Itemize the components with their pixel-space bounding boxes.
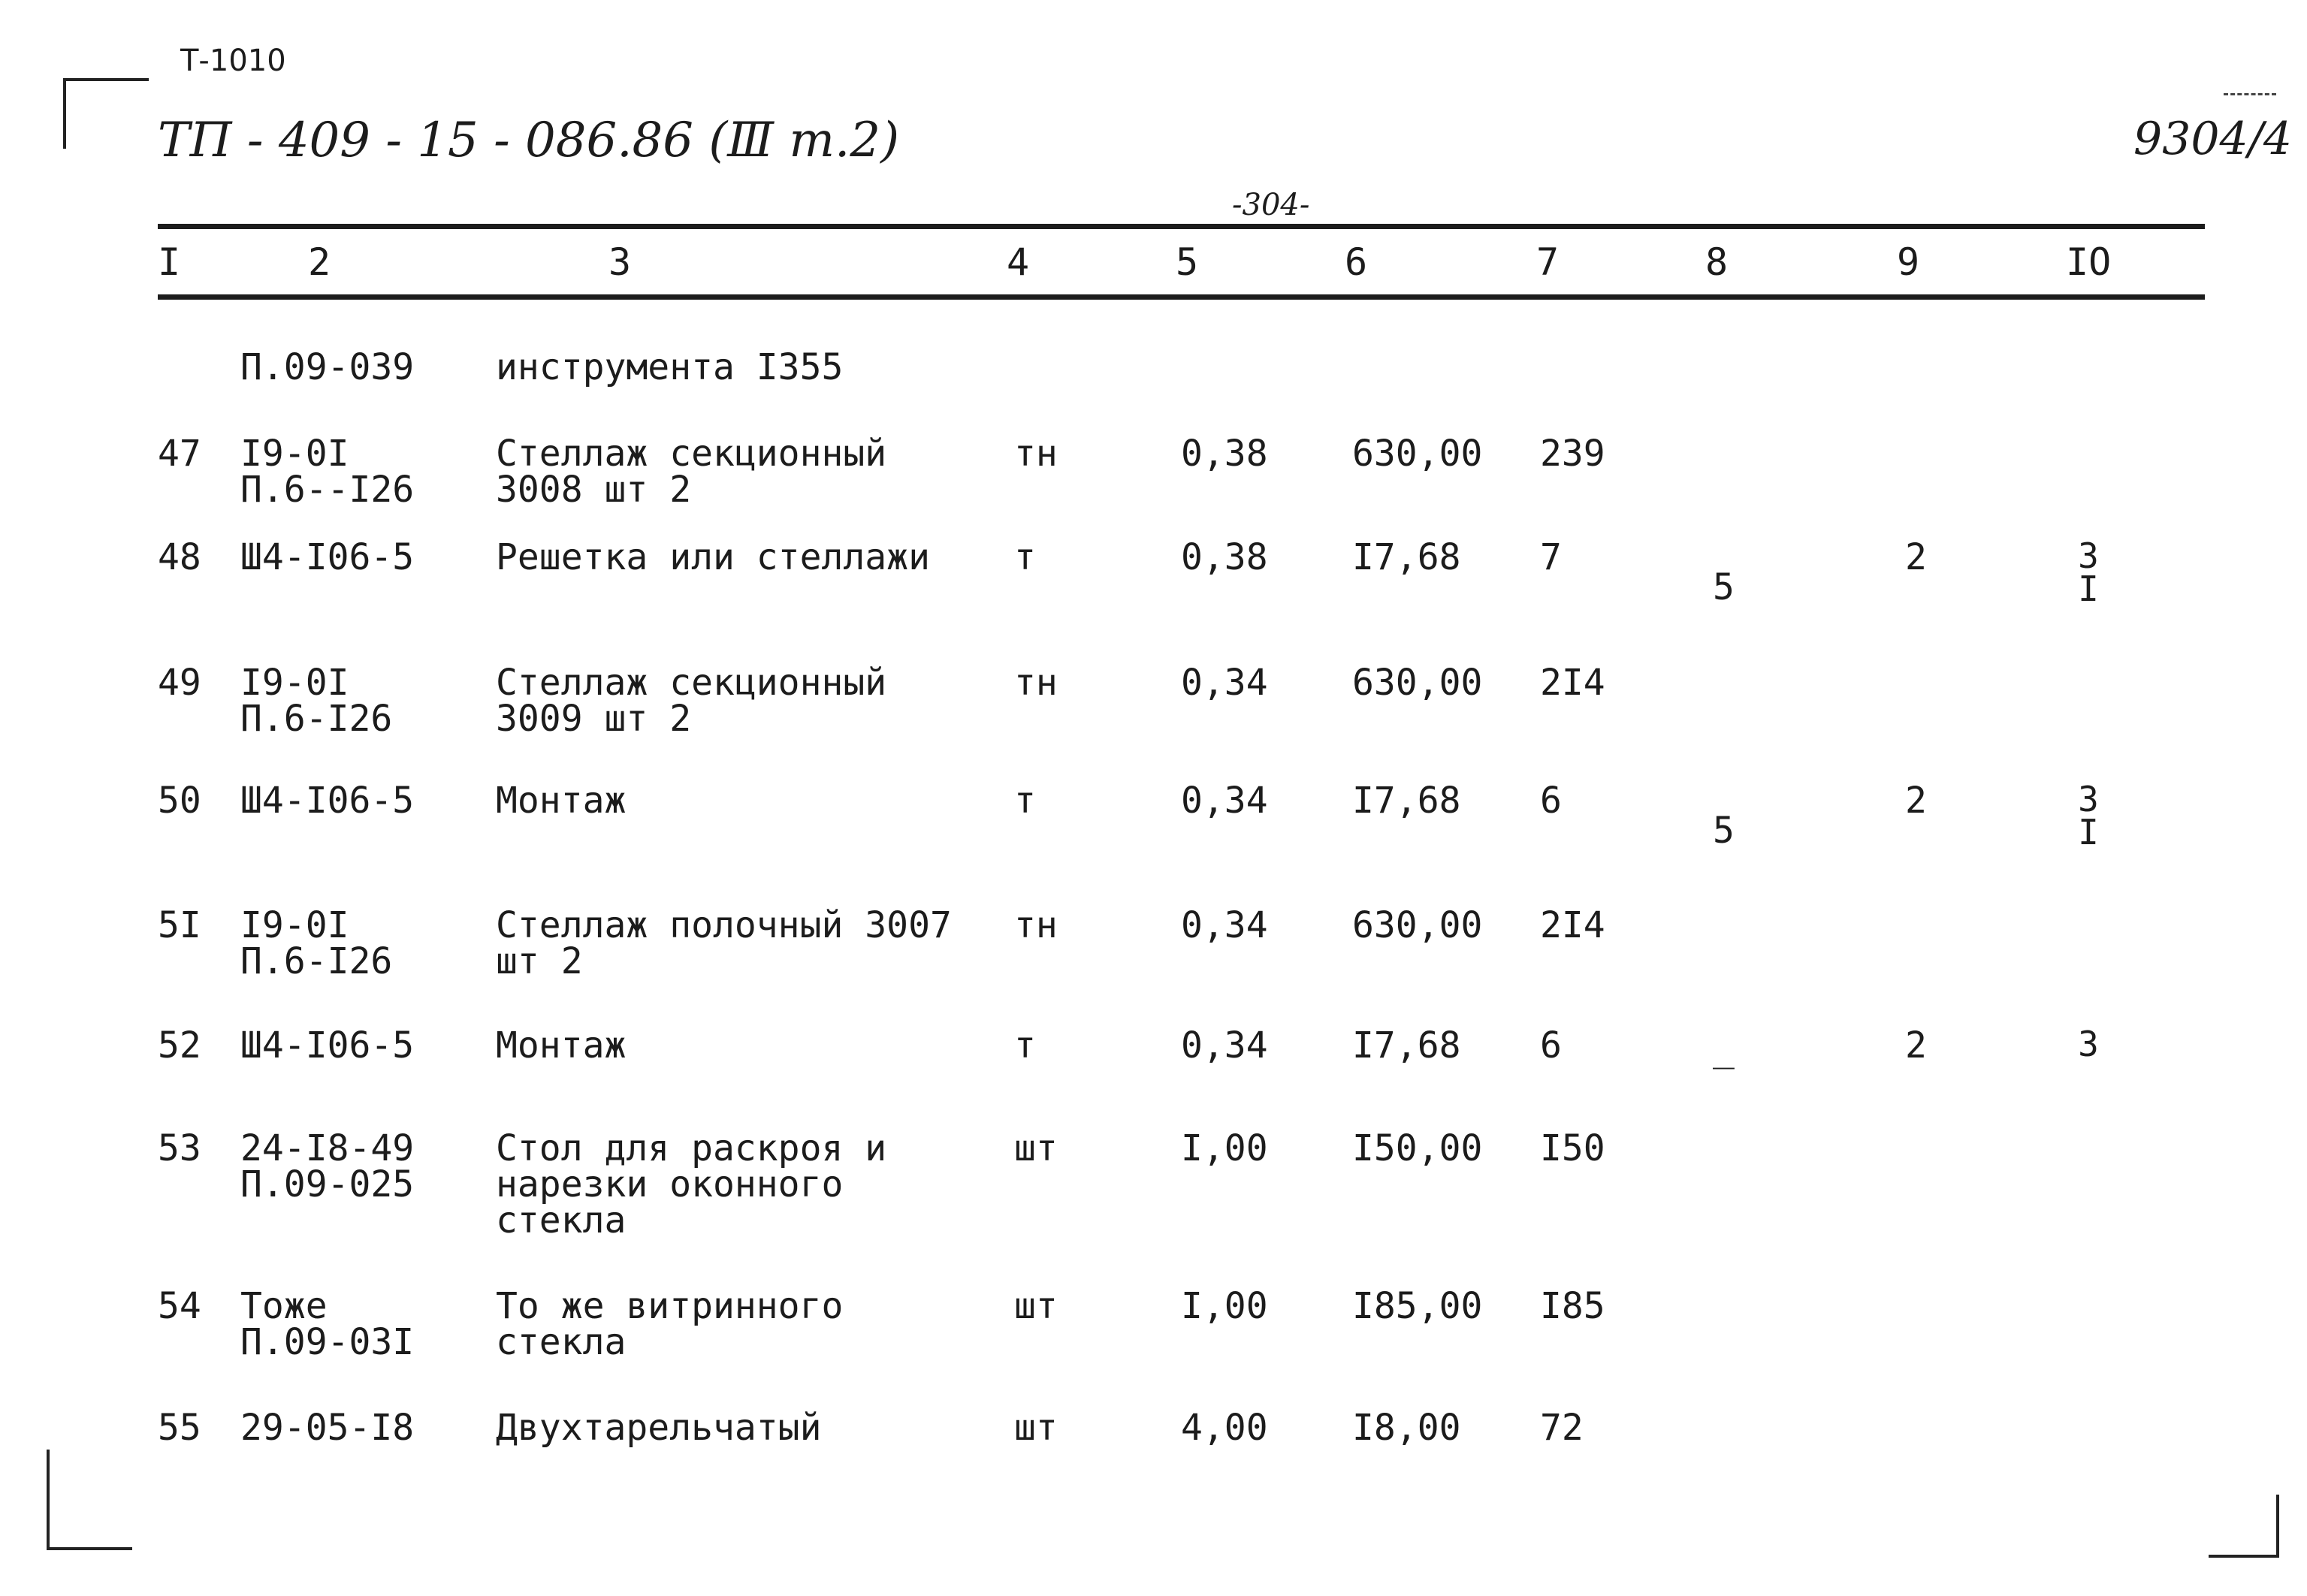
cell-col9: 2 xyxy=(1905,1024,1927,1067)
cell-unit: шт xyxy=(1014,1285,1058,1327)
cell-total: 2I4 xyxy=(1540,662,1605,704)
cell-unit: тн xyxy=(1014,662,1058,704)
cell-total: I85 xyxy=(1540,1285,1605,1327)
cell-qty: 0,34 xyxy=(1181,780,1268,822)
cell-code: Тоже П.09-03I xyxy=(240,1285,415,1363)
corner-mark-bottom-left xyxy=(47,1450,132,1550)
cell-total: 7 xyxy=(1540,536,1562,578)
corner-mark-bottom-right xyxy=(2209,1495,2279,1558)
sheet-number: 9304/4 xyxy=(2133,113,2293,165)
cell-col10: 3 I xyxy=(2078,536,2099,609)
cell-col10: 3 I xyxy=(2078,779,2099,852)
cell-price: 630,00 xyxy=(1352,662,1483,704)
cell-num: 47 xyxy=(158,433,201,475)
cell-unit: т xyxy=(1014,536,1036,578)
cell-col8: _ xyxy=(1713,1027,1735,1070)
cell-name: Монтаж xyxy=(496,780,627,822)
cell-code: П.09-039 xyxy=(240,346,415,388)
document-code: Т-1010 xyxy=(180,44,286,78)
column-header-8: 8 xyxy=(1705,240,1729,284)
cell-name: Стеллаж секционный 3008 шт 2 xyxy=(496,433,887,511)
cell-name: Стол для раскроя и нарезки оконного стекла xyxy=(496,1127,887,1242)
cell-num: 50 xyxy=(158,780,201,822)
cell-num: 48 xyxy=(158,536,201,578)
cell-num: 49 xyxy=(158,662,201,704)
cell-num: 54 xyxy=(158,1285,201,1327)
cell-price: I8,00 xyxy=(1352,1407,1461,1449)
column-header-5: 5 xyxy=(1176,240,1199,284)
cell-name: Двухтарельчатый xyxy=(496,1407,822,1449)
cell-unit: тн xyxy=(1014,904,1058,946)
column-header-4: 4 xyxy=(1007,240,1030,284)
cell-unit: т xyxy=(1014,780,1036,822)
cell-name: Стеллаж полочный 3007 шт 2 xyxy=(496,904,952,982)
cell-total: 2I4 xyxy=(1540,904,1605,946)
cell-qty: 0,38 xyxy=(1181,536,1268,578)
cell-total: 239 xyxy=(1540,433,1605,475)
cell-col10: 3 xyxy=(2078,1024,2099,1064)
column-header-6: 6 xyxy=(1345,240,1368,284)
column-header-9: 9 xyxy=(1897,240,1920,284)
cell-name: То же витринного стекла xyxy=(496,1285,844,1363)
cell-unit: шт xyxy=(1014,1407,1058,1449)
cell-qty: I,00 xyxy=(1181,1127,1268,1169)
cell-qty: 0,34 xyxy=(1181,904,1268,946)
cell-code: 29-05-I8 xyxy=(240,1407,415,1449)
corner-mark-top-left xyxy=(63,78,149,149)
cell-unit: тн xyxy=(1014,433,1058,475)
cell-price: 630,00 xyxy=(1352,904,1483,946)
cell-num: 55 xyxy=(158,1407,201,1449)
cell-col9: 2 xyxy=(1905,780,1927,822)
cell-price: 630,00 xyxy=(1352,433,1483,475)
cell-qty: I,00 xyxy=(1181,1285,1268,1327)
cell-num: 52 xyxy=(158,1024,201,1067)
cell-name: инструмента I355 xyxy=(496,346,844,388)
project-code: ТП - 409 - 15 - 086.86 (Ⅲ т.2) xyxy=(158,113,900,168)
cell-col8: 5 xyxy=(1713,810,1735,852)
cell-price: I7,68 xyxy=(1352,536,1461,578)
cell-qty: 0,38 xyxy=(1181,433,1268,475)
cell-name: Решетка или стеллажи xyxy=(496,536,930,578)
cell-qty: 0,34 xyxy=(1181,1024,1268,1067)
cell-total: 6 xyxy=(1540,1024,1562,1067)
cell-name: Стеллаж секционный 3009 шт 2 xyxy=(496,662,887,740)
cell-total: 6 xyxy=(1540,780,1562,822)
cell-qty: 4,00 xyxy=(1181,1407,1268,1449)
cell-code: Ш4-I06-5 xyxy=(240,536,415,578)
cell-unit: шт xyxy=(1014,1127,1058,1169)
cell-num: 53 xyxy=(158,1127,201,1169)
sheet-number-overline xyxy=(2224,93,2276,95)
column-header-10: IO xyxy=(2066,240,2112,284)
cell-price: I85,00 xyxy=(1352,1285,1483,1327)
cell-qty: 0,34 xyxy=(1181,662,1268,704)
cell-price: I7,68 xyxy=(1352,1024,1461,1067)
column-header-2: 2 xyxy=(308,240,331,284)
cell-num: 5I xyxy=(158,904,201,946)
cell-col8: 5 xyxy=(1713,566,1735,608)
cell-total: I50 xyxy=(1540,1127,1605,1169)
cell-code: I9-0I П.6-I26 xyxy=(240,904,393,982)
cell-code: I9-0I П.6-I26 xyxy=(240,662,393,740)
cell-code: Ш4-I06-5 xyxy=(240,1024,415,1067)
column-header-7: 7 xyxy=(1536,240,1560,284)
cell-unit: т xyxy=(1014,1024,1036,1067)
cell-price: I50,00 xyxy=(1352,1127,1483,1169)
cell-total: 72 xyxy=(1540,1407,1584,1449)
cell-code: 24-I8-49 П.09-025 xyxy=(240,1127,415,1205)
cell-col9: 2 xyxy=(1905,536,1927,578)
table-top-rule xyxy=(158,224,2205,229)
cell-code: I9-0I П.6--I26 xyxy=(240,433,415,511)
cell-price: I7,68 xyxy=(1352,780,1461,822)
column-header-1: I xyxy=(158,240,181,284)
cell-code: Ш4-I06-5 xyxy=(240,780,415,822)
table-header-rule xyxy=(158,294,2205,300)
page-number: -304- xyxy=(1232,188,1310,222)
column-header-3: 3 xyxy=(608,240,632,284)
table-header-row xyxy=(0,240,2307,285)
cell-name: Монтаж xyxy=(496,1024,627,1067)
